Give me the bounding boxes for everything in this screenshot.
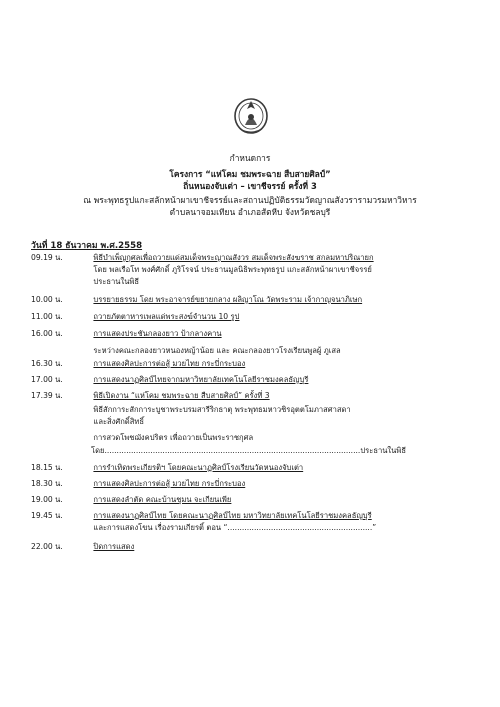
schedule-line: การรำเทิดพระเกียรติฯ โดยคณะนาฏศิลป์โรงเรียนวัดหนองจับเต่า — [93, 463, 304, 472]
schedule-description — [93, 510, 376, 534]
schedule-line: พิธีบำเพ็ญกุศลเพื่อถวายแด่สมเด็จพระญาณสังวร สมเด็จพระสังฆราช สกลมหาปริณายก — [93, 253, 374, 262]
schedule-time: 18.30 น. — [31, 479, 63, 488]
schedule-description — [93, 252, 373, 288]
event-date: วันที่ 18 ธันวาคม พ.ศ.2558 — [31, 241, 143, 251]
schedule-time: 09.19 น. — [31, 253, 63, 262]
schedule-time: 19.45 น. — [31, 511, 63, 520]
schedule-line: การสวดโพชฌังคปริตร เพื่อถวายเป็นพระราชกุศล — [93, 433, 254, 442]
schedule-row — [31, 541, 134, 553]
schedule-row — [31, 328, 341, 357]
schedule-time: 16.00 น. — [31, 329, 63, 338]
schedule-time: 16.30 น. — [31, 359, 63, 368]
schedule-row — [31, 294, 362, 306]
schedule-line: บรรยายธรรม โดย พระอาจารย์ขยายกลาง ผลิญาโณ วัดพระราม เจ้ากาญจนาภิเษก — [93, 295, 363, 304]
venue-line-1: ณ พระพุทธรูปแกะสลักหน้าผาเขาชีจรรย์และสถานปฏิบัติธรรมวัดญาณสังวรารามวรมหาวิหาร — [83, 195, 417, 205]
schedule-row — [31, 358, 245, 370]
schedule-time: 10.00 น. — [31, 295, 63, 304]
schedule-row — [31, 311, 239, 323]
schedule-line: พิธีเปิดงาน “แห่โคม ชมพระฉาย สืบสายศิลป์” ครั้งที่ 3 — [93, 391, 270, 400]
schedule-time: 22.00 น. — [31, 542, 63, 551]
schedule-line: ปิดการแสดง — [93, 542, 135, 551]
venue-line-2: ตำบลนาจอมเทียน อำเภอสัตหีบ จังหวัดชลบุรี — [169, 207, 331, 217]
organization-emblem-icon — [232, 95, 270, 135]
schedule-description — [93, 478, 245, 490]
schedule-line: การแสดงนาฏศิลป์ไทยจากมหาวิทยาลัยเทคโนโลยีราชมงคลธัญบุรี — [93, 375, 309, 384]
schedule-description — [93, 358, 245, 370]
schedule-time: 18.15 น. — [31, 463, 63, 472]
schedule-time: 17.00 น. — [31, 375, 63, 384]
document-title: กำหนดการ — [229, 153, 271, 163]
schedule-line: และสิ่งศักดิ์สิทธิ์ — [93, 417, 145, 426]
project-place: ถิ่นหนองจับเต่า – เขาชีจรรย์ ครั้งที่ 3 — [183, 181, 317, 191]
schedule-row — [31, 374, 308, 386]
schedule-row — [31, 494, 231, 506]
schedule-description — [93, 462, 303, 474]
schedule-line: การแสดงศิลปะการต่อสู้ มวยไทย กระบี่กระบอง — [93, 479, 246, 488]
schedule-row — [31, 252, 374, 288]
schedule-row — [31, 478, 245, 490]
schedule-description — [93, 494, 231, 506]
schedule-description — [93, 374, 308, 386]
schedule-description — [93, 541, 134, 553]
schedule-line: การแสดงนาฏศิลป์ไทย โดยคณะนาฏศิลป์ไทย มหาวิทยาลัยเทคโนโลยีราชมงคลธัญบุรี — [93, 511, 372, 520]
schedule-row — [31, 462, 303, 474]
schedule-line: ถวายภัตตาหารเพลแด่พระสงฆ์จำนวน 10 รูป — [93, 312, 240, 321]
host-dots: .......................................................................................................... — [104, 446, 361, 455]
host-line — [91, 445, 406, 457]
host-prefix: โดย — [91, 446, 105, 455]
schedule-description — [93, 311, 239, 323]
schedule-line: การแสดงศิลปะการต่อสู้ มวยไทย กระบี่กระบอง — [93, 359, 246, 368]
project-name: โครงการ “แห่โคม ชมพระฉาย สืบสายศิลป์” — [169, 169, 331, 179]
schedule-line: ประธานในพิธี — [93, 277, 140, 286]
schedule-line: การแสดงลำตัด คณะบ้านชุมน จะเกียนเพีย — [93, 495, 232, 504]
schedule-row — [31, 390, 351, 444]
schedule-row — [31, 510, 376, 534]
schedule-description — [93, 294, 362, 306]
schedule-line: และการแสดงโขน เรื่องรามเกียรติ์ ตอน “............................................................” — [93, 523, 377, 532]
schedule-line: พิธีสักการะสักการะบูชาพระบรมสารีริกธาตุ พระพุทธมหาวชิรอุตตโมภาสศาสดา — [93, 405, 351, 414]
schedule-description — [93, 390, 350, 444]
schedule-time: 11.00 น. — [31, 312, 63, 321]
schedule-line: ระหว่างคณะกลองยาวหนองหญ้าน้อย และ คณะกลองยาวโรงเรียนพูลผู้ ภูเสล — [93, 346, 341, 355]
schedule-time: 19.00 น. — [31, 495, 63, 504]
schedule-description — [93, 328, 340, 357]
schedule-line: โดย พลเรือโท พงศ์ศักดิ์ ภูริโรจน์ ประธานมูลนิธิพระพุทธรูป แกะสลักหน้าผาเขาชีจรรย์ — [93, 265, 372, 274]
host-role: ประธานในพิธี — [360, 446, 406, 455]
schedule-line: การแสดงประชันกลองยาว ป้ากลางคาน — [93, 329, 222, 338]
schedule-time: 17.39 น. — [31, 391, 63, 400]
